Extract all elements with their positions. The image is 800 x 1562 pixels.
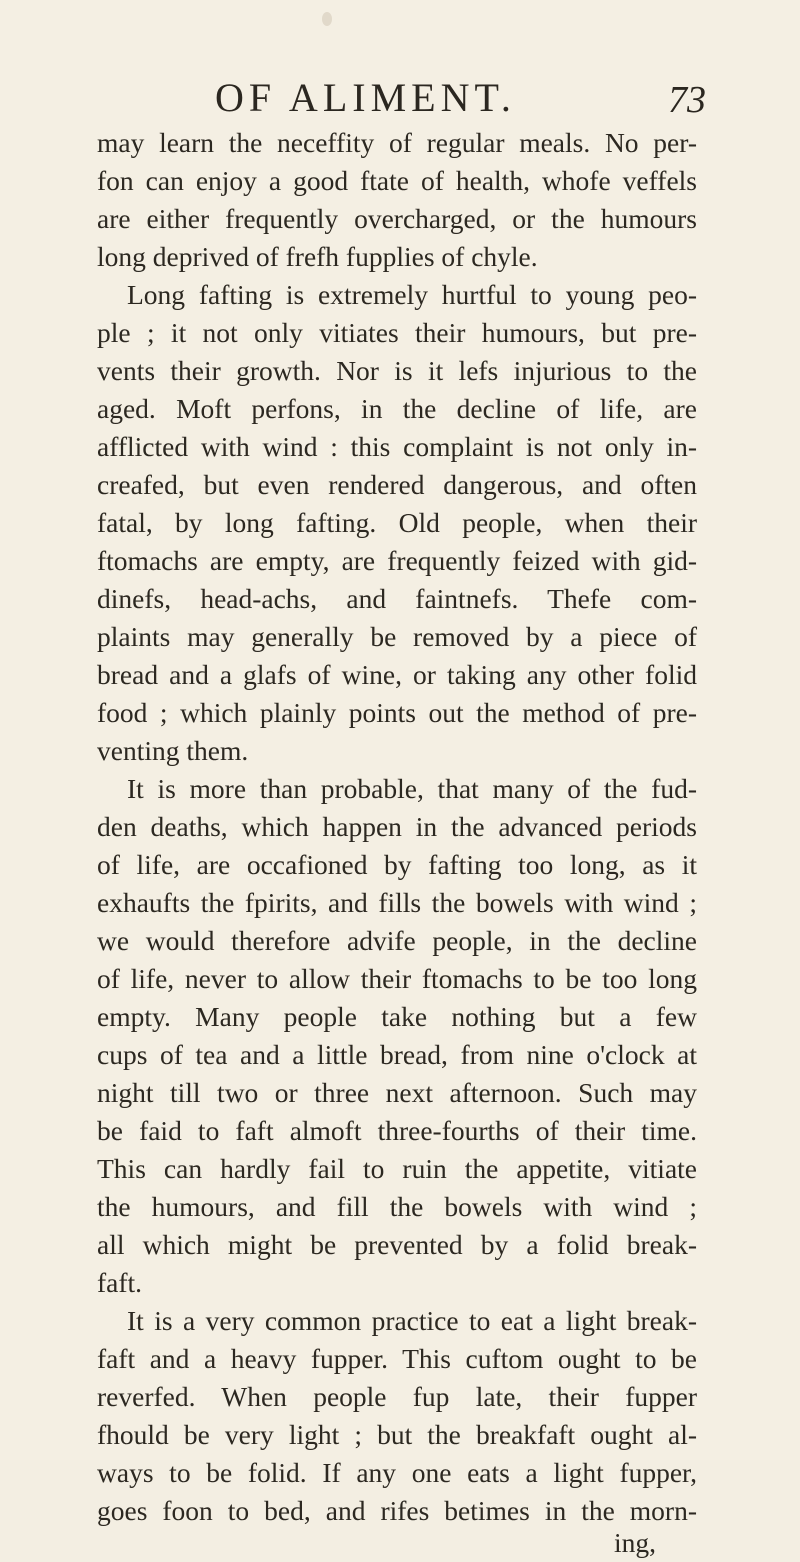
text-line: ple ; it not only vitiates their humours, but pre- xyxy=(97,317,697,348)
text-line: faft and a heavy fupper. This cuftom ought to be xyxy=(97,1343,697,1374)
text-line: fatal, by long fafting. Old people, when their xyxy=(97,507,697,538)
text-line: afflicted with wind : this complaint is not only in- xyxy=(97,431,697,462)
text-line: faft. xyxy=(97,1267,143,1298)
text-line: reverfed. When people fup late, their fupper xyxy=(97,1381,697,1412)
text-line: of life, are occafioned by fafting too long, as it xyxy=(97,849,697,880)
running-head: OF ALIMENT. xyxy=(215,75,516,120)
text-line: creafed, but even rendered dangerous, and often xyxy=(97,469,697,500)
text-line: night till two or three next afternoon. Such may xyxy=(97,1077,697,1108)
text-line: exhaufts the fpirits, and fills the bowels with wind ; xyxy=(97,887,697,918)
text-line: It is more than probable, that many of the fud- xyxy=(127,773,697,804)
catchword: ing, xyxy=(614,1527,657,1558)
text-line: den deaths, which happen in the advanced periods xyxy=(97,811,697,842)
text-line: ways to be folid. If any one eats a light fupper, xyxy=(97,1457,697,1488)
text-line: the humours, and fill the bowels with wind ; xyxy=(97,1191,697,1222)
text-line: food ; which plainly points out the method of pre- xyxy=(97,697,697,728)
text-line: we would therefore advife people, in the decline xyxy=(97,925,697,956)
text-line: long deprived of frefh fupplies of chyle. xyxy=(97,241,538,272)
text-line: may learn the neceffity of regular meals. No per- xyxy=(97,127,697,158)
text-line: are either frequently overcharged, or the humours xyxy=(97,203,697,234)
text-line: be faid to faft almoft three-fourths of their time. xyxy=(97,1115,697,1146)
text-line: venting them. xyxy=(97,735,249,766)
text-line: It is a very common practice to eat a light break- xyxy=(127,1305,697,1336)
text-line: ftomachs are empty, are frequently feized with gid- xyxy=(97,545,697,576)
text-line: bread and a glafs of wine, or taking any other folid xyxy=(97,659,697,690)
text-line: all which might be prevented by a folid break- xyxy=(97,1229,697,1260)
paper-stain xyxy=(322,12,332,26)
page-number: 73 xyxy=(668,79,706,121)
text-line: goes foon to bed, and rifes betimes in the morn- xyxy=(97,1495,697,1526)
text-line: plaints may generally be removed by a piece of xyxy=(97,621,697,652)
text-line: Long fafting is extremely hurtful to young peo- xyxy=(127,279,697,310)
text-line: of life, never to allow their ftomachs to be too long xyxy=(97,963,697,994)
text-line: cups of tea and a little bread, from nine o'clock at xyxy=(97,1039,697,1070)
text-line: fon can enjoy a good ftate of health, whofe veffels xyxy=(97,165,697,196)
text-line: fhould be very light ; but the breakfaft ought al- xyxy=(97,1419,697,1450)
text-line: This can hardly fail to ruin the appetite, vitiate xyxy=(97,1153,697,1184)
text-line: aged. Moft perfons, in the decline of life, are xyxy=(97,393,697,424)
text-line: dinefs, head-achs, and faintnefs. Thefe com- xyxy=(97,583,697,614)
text-line: vents their growth. Nor is it lefs injurious to the xyxy=(97,355,697,386)
page-header xyxy=(0,76,800,120)
text-line: empty. Many people take nothing but a few xyxy=(97,1001,697,1032)
